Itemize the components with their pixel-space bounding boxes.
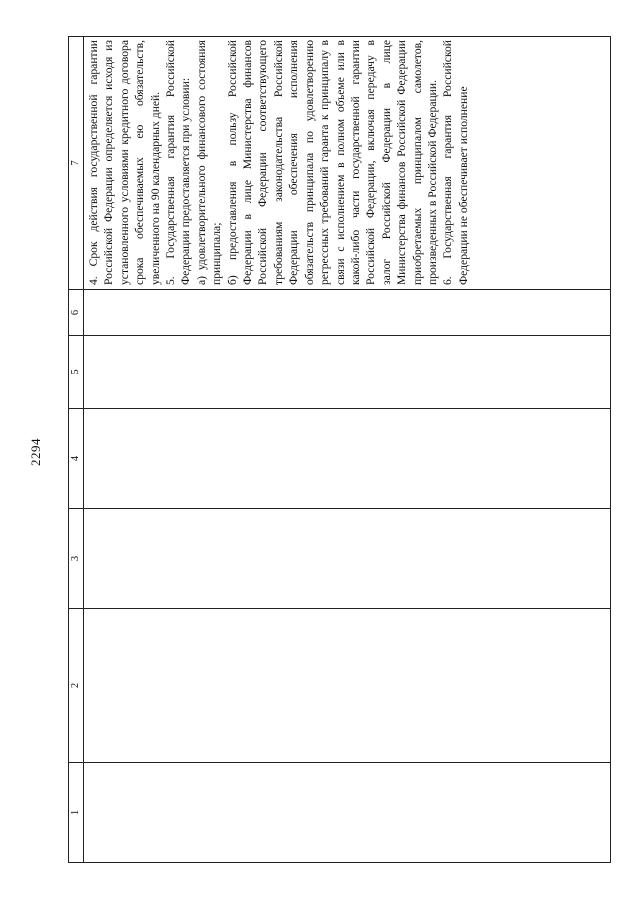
column-header-row xyxy=(69,37,84,863)
column-header-7: 7 xyxy=(69,37,84,290)
guarantee-table xyxy=(68,36,611,863)
paragraph-5b-security: б) предоставления в пользу Российской Федерации в лице Министерства финансов Российской Федерации соответствующего требованиям законодательства Российской Федерации обеспечения исполнения обязательств принципала по удовлетворению регрессных требований гаранта к принципалу в связи с исполнением в полном объеме или в какой-либо части государственной гарантии Российской Федерации, включая передачу в залог Российской Федерации в лице Министерства финансов Российской Федерации приобретаемых принципалом самолетов, произведенных в Российской Федерации. xyxy=(225,40,439,285)
column-header-2: 2 xyxy=(69,609,84,763)
page-number: 2294 xyxy=(28,438,43,466)
column-header-3: 3 xyxy=(69,509,84,609)
column-header-1: 1 xyxy=(69,763,84,863)
column-header-6: 6 xyxy=(69,290,84,336)
paragraph-4-guarantee-term: 4. Срок действия государственной гарантии Российской Федерации определяется исходя из установленного условиями кредитного договора срока обеспечиваемых ею обязательств, увеличенного на 90 календарных дней. xyxy=(87,40,162,285)
table-row xyxy=(84,37,611,863)
column-header-4: 4 xyxy=(69,409,84,509)
column-header-5: 5 xyxy=(69,336,84,409)
cell-col-6 xyxy=(84,290,611,336)
paragraph-5-conditions: 5. Государственная гарантия Российской Федерации предоставляется при условии: xyxy=(164,40,193,285)
paragraph-5a-financial-state: а) удовлетворительного финансового состояния принципала; xyxy=(194,40,224,285)
paragraph-6-not-secured: 6. Государственная гарантия Российской Федерации не обеспечивает исполнение xyxy=(441,40,470,285)
cell-col-3 xyxy=(84,509,611,609)
rotated-table-wrapper xyxy=(68,37,608,863)
cell-col-7-text xyxy=(84,37,611,290)
cell-col-1 xyxy=(84,763,611,863)
cell-col-5 xyxy=(84,336,611,409)
cell-col-4 xyxy=(84,409,611,509)
cell-col-2 xyxy=(84,609,611,763)
